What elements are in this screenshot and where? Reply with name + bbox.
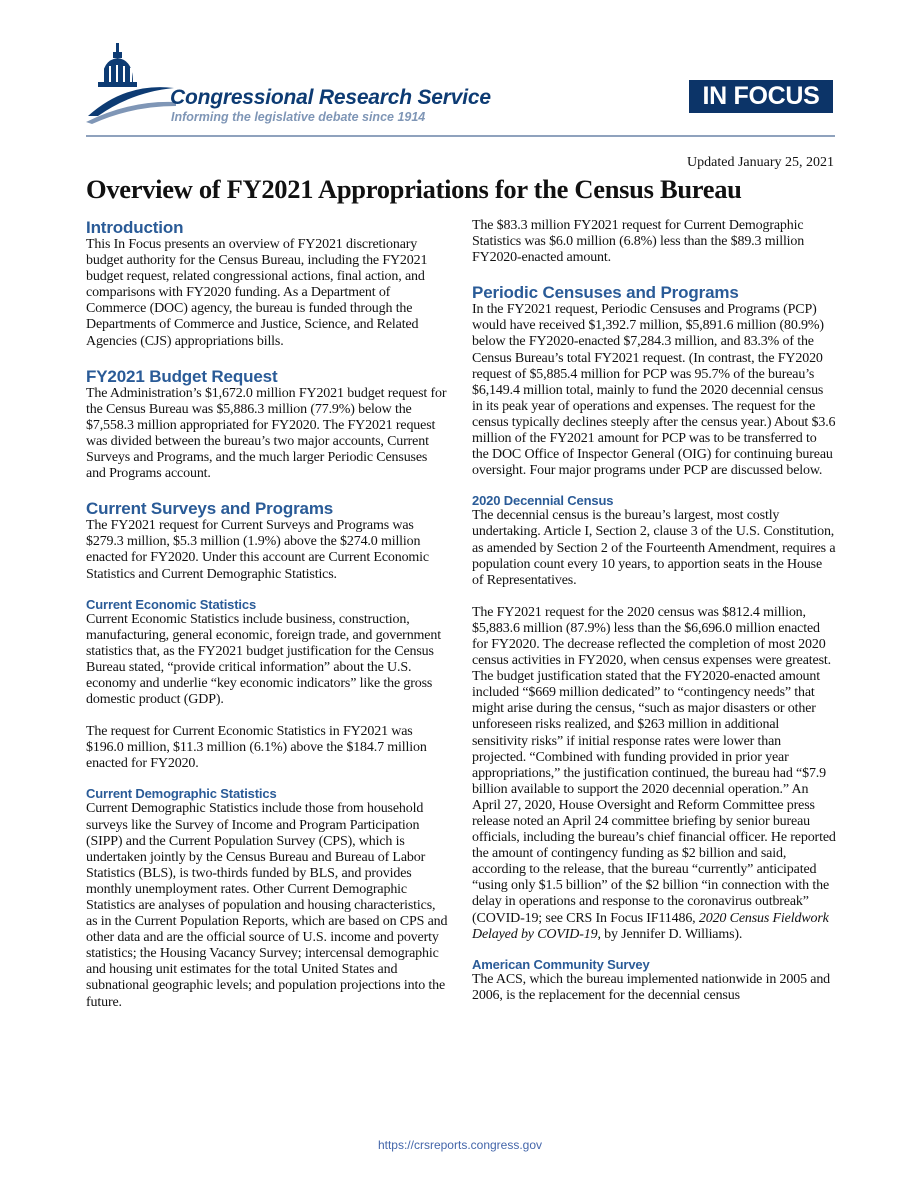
paragraph-decennial-2	[472, 605, 836, 943]
report-header	[0, 0, 920, 140]
paragraph-decennial-1: The decennial census is the bureau’s largest, most costly undertaking. Article I, Section 2, clause 3 of the U.S. Constitution, as amended by Section 2 of the Fourteenth Amendment, requires a population count every 10 years, to apportion seats in the House of Representatives.	[472, 508, 836, 588]
organization-name: Congressional Research Service	[170, 86, 491, 109]
subheading-current-demographic: Current Demographic Statistics	[86, 786, 277, 802]
page-title: Overview of FY2021 Appropriations for the Census Bureau	[86, 174, 742, 204]
cited-report-title[interactable]: 2020 Census Fieldwork Delayed by COVID-19	[472, 910, 829, 942]
subheading-decennial-census: 2020 Decennial Census	[472, 493, 614, 509]
paragraph-current-surveys: The FY2021 request for Current Surveys and Programs was $279.3 million, $5.3 million (1.9%) above the $274.0 million enacted for FY2020. Under this account are Current Economic Statistics and Current Demographic Statistics.	[86, 518, 429, 582]
paragraph-introduction: This In Focus presents an overview of FY2021 discretionary budget authority for the Census Bureau, including the FY2021 budget request, related congressional actions, final action, and comparisons with FY2020 funding. As a Department of Commerce (DOC) agency, the bureau is funded through the Departments of Commerce and Justice, Science, and Related Agencies (CJS) appropriations bills.	[86, 237, 428, 349]
section-heading-current-surveys: Current Surveys and Programs	[86, 499, 334, 519]
paragraph-periodic-censuses: In the FY2021 request, Periodic Censuses and Programs (PCP) would have received $1,392.7 million, $5,891.6 million (80.9%) below the FY2020-enacted $7,284.3 million, and 83.3% of the Census Bureau’s total FY2021 request. (In contrast, the FY2020 request of $5,885.4 million for PCP was 95.7% of the bureau’s $6,149.4 million total, mainly to fund the 2020 decennial census in its peak year of operations and expenses. The request for the census typically declines steeply after the census year.) About $3.6 million of the FY2021 amount for PCP was to be transferred to the DOC Office of Inspector General (OIG) for continuing bureau oversight. Four major programs under PCP are discussed below.	[472, 302, 836, 479]
in-focus-badge: IN FOCUS	[689, 80, 833, 113]
paragraph-american-community-survey: The ACS, which the bureau implemented nationwide in 2005 and 2006, is the replacement for the decennial census	[472, 971, 831, 1003]
updated-date: Updated January 25, 2021	[687, 155, 834, 170]
section-heading-periodic-censuses: Periodic Censuses and Programs	[472, 283, 739, 303]
organization-tagline: Informing the legislative debate since 1914	[171, 110, 426, 124]
right-column	[472, 218, 836, 1004]
left-column	[86, 218, 450, 1011]
subheading-american-community-survey: American Community Survey	[472, 956, 650, 972]
paragraph-current-demographic: Current Demographic Statistics include those from household surveys like the Survey of Income and Program Participation (SIPP) and the Current Population Survey (CPS), which is undertaken jointly by the Census Bureau and Bureau of Labor Statistics (BLS), is two-thirds funded by BLS, and provides monthly unemployment rates. Other Current Demographic Statistics are analyses of population and housing characteristics, as in the Current Population Reports, which are based on CPS and other data and are the official source of U.S. income and poverty statistics; the Housing Vacancy Survey; intercensal demographic and housing unit estimates for the total United States and subnational geographic levels; and population projections into the future.	[86, 801, 448, 1010]
section-heading-introduction: Introduction	[86, 218, 184, 237]
footer-url[interactable]: https://crsreports.congress.gov	[377, 1138, 543, 1152]
decennial-2-end: , by Jennifer D. Williams).	[597, 926, 743, 942]
paragraph-current-economic-1: Current Economic Statistics include business, construction, manufacturing, general economic, foreign trade, and government statistics that, as the FY2021 budget justification for the Census Bureau stated, “provide critical information” about the U.S. economy and underlie “key economic indicators” like the gross domestic product (GDP).	[86, 611, 441, 708]
decennial-2-text: The FY2021 request for the 2020 census was $812.4 million, $5,883.6 million (87.9%) less than the $6,696.0 million enacted for FY2020. The decrease reflected the completion of most 2020 census activities in FY2020, when census expenses were greatest. The budget justification stated that the FY2020-enacted amount included “$669 million dedicated” to “contingency needs” that might arise during the census, “such as major disasters or other unforeseen risks realized, and $263 million in additional sensitivity risks” if initial response rates were lower than projected. “Combined with funding provided in prior year appropriations,” the justification continued, the bureau had “$7.9 billion available to support the 2020 decennial operation.” An April 27, 2020, House Oversight and Reform Committee press release noted an April 24 committee briefing by senior bureau officials, including the bureau’s chief financial officer. He reported the amount of contingency funding as $2 billion and said, according to the release, that the bureau “currently” anticipated “using only $1.5 billion” of the $2 billion “in connection with the delay in operations and response to the coronavirus outbreak” (COVID-19; see CRS In Focus IF11486,	[472, 604, 836, 926]
paragraph-demographic-request: The $83.3 million FY2021 request for Current Demographic Statistics was $6.0 million (6.8%) less than the $89.3 million FY2020-enacted amount.	[472, 218, 805, 266]
section-heading-budget-request: FY2021 Budget Request	[86, 366, 278, 386]
header-divider	[86, 135, 835, 137]
paragraph-budget-request: The Administration’s $1,672.0 million FY2021 budget request for the Census Bureau was $5,886.3 million (77.9%) below the $7,558.3 million appropriated for FY2020. The FY2021 request was divided between the bureau’s two major accounts, Current Surveys and Programs, and the much larger Periodic Censuses and Programs account.	[86, 385, 447, 482]
subheading-current-economic: Current Economic Statistics	[86, 596, 257, 612]
capitol-dome-icon	[86, 40, 176, 124]
paragraph-current-economic-2: The request for Current Economic Statistics in FY2021 was $196.0 million, $11.3 million (6.1%) above the $184.7 million enacted for FY2020.	[86, 724, 427, 772]
